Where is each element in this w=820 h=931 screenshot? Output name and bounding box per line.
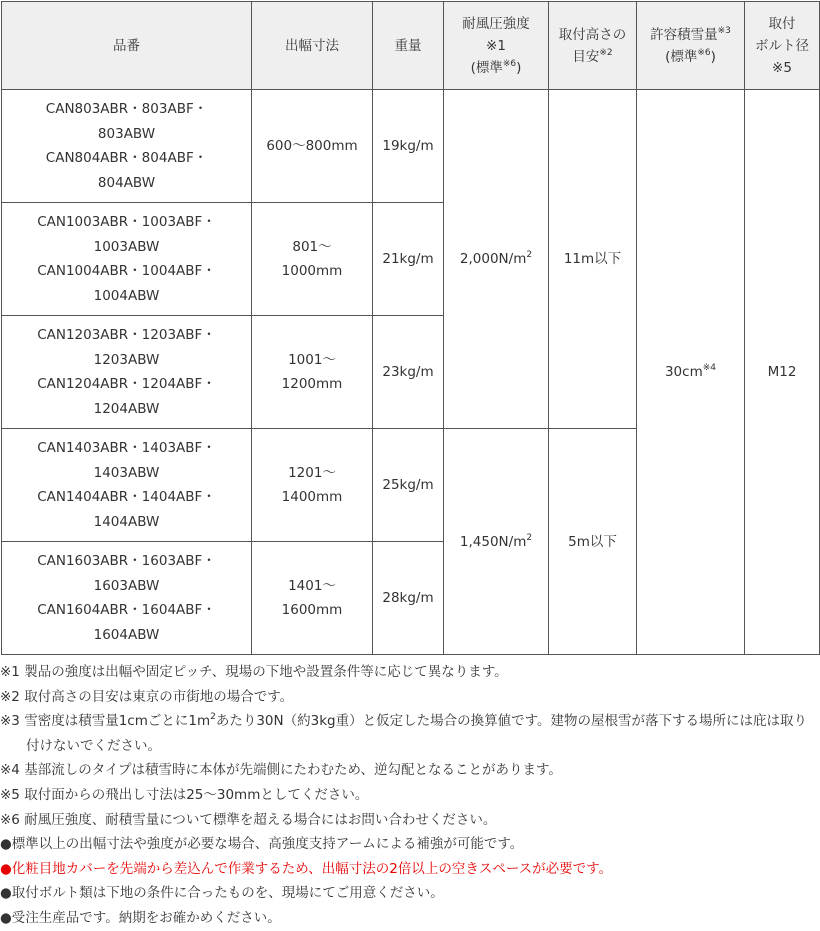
header-bolt-line1: 取付: [768, 15, 796, 32]
note-bullet-reinforcement: ●標準以上の出幅寸法や強度が必要な場合、高強度支持アームによる補強が可能です。: [0, 836, 524, 853]
header-weight: 重量: [373, 2, 444, 90]
model-line: CAN1004ABR・1004ABF・: [37, 263, 216, 279]
weight-cell: 23kg/m: [373, 316, 444, 429]
header-wind-title: 耐風圧強度: [462, 15, 530, 32]
install-height-cell-a: 11m以下: [549, 90, 637, 429]
projection-cell: [252, 203, 373, 316]
wind-strength-cell-b: $1,450N/m^2$: [444, 429, 549, 655]
header-height-line1: 取付高さの: [558, 26, 627, 43]
projection-line: 1200mm: [281, 376, 343, 392]
projection-cell: [252, 542, 373, 655]
note-2: ※2 取付高さの目安は東京の市街地の場合です。: [0, 688, 294, 705]
projection-line: 600～800mm: [266, 138, 358, 154]
model-line: CAN1003ABR・1003ABF・: [37, 214, 216, 230]
projection-cell: [252, 90, 373, 203]
projection-line: 1001～: [288, 352, 336, 368]
header-snow-standard: (標準$^{※6}$): [665, 47, 716, 65]
note-4: ※4 基部流しのタイプは積雪時に本体が先端側にたわむため、逆勾配となることがあります。: [0, 762, 562, 779]
projection-line: 1201～: [288, 465, 336, 481]
model-line: CAN1204ABR・1204ABF・: [37, 376, 216, 392]
projection-line: 1600mm: [281, 602, 343, 618]
table-row: [2, 90, 820, 203]
weight-cell: 28kg/m: [373, 542, 444, 655]
projection-line: 1000mm: [281, 263, 343, 279]
model-line: CAN1603ABR・1603ABF・: [37, 553, 216, 569]
model-cell: [2, 316, 252, 429]
projection-cell: [252, 316, 373, 429]
model-line: 1203ABW: [93, 351, 160, 368]
header-projection: 出幅寸法: [252, 2, 373, 90]
model-line: 1403ABW: [93, 464, 160, 481]
model-line: CAN1604ABR・1604ABF・: [37, 602, 216, 618]
projection-line: 801～: [292, 239, 332, 255]
header-snow-load: [637, 2, 745, 90]
projection-line: 1401～: [288, 578, 336, 594]
weight-cell: 19kg/m: [373, 90, 444, 203]
note-3: ※3 雪密度は積雪量1cmごとに$1m^2$あたり30N（約3kg重）と仮定した場合の換算値です。建物の屋根雪が落下する場所には庇は取り付けないでください。: [0, 712, 808, 754]
header-bolt-line2: ボルト径: [755, 37, 809, 54]
install-height-cell-b: 5m以下: [549, 429, 637, 655]
header-bolt-diameter: [745, 2, 820, 90]
projection-line: 1400mm: [281, 489, 343, 505]
model-cell: [2, 542, 252, 655]
model-line: CAN1203ABR・1203ABF・: [37, 327, 216, 343]
spec-table: [1, 1, 820, 655]
model-line: CAN1403ABR・1403ABF・: [37, 440, 216, 456]
model-cell: [2, 90, 252, 203]
model-line: CAN1404ABR・1404ABF・: [37, 489, 216, 505]
model-cell: [2, 429, 252, 542]
model-line: CAN803ABR・803ABF・: [45, 101, 208, 117]
weight-cell: 21kg/m: [373, 203, 444, 316]
model-cell: [2, 203, 252, 316]
header-height-line2: 目安$^{※2}$: [572, 47, 613, 65]
header-wind-standard: (標準$^{※6}$): [470, 58, 522, 76]
note-bullet-bolts: ●取付ボルト類は下地の条件に合ったものを、現場にてご用意ください。: [0, 885, 444, 902]
header-bolt-ref: ※5: [772, 59, 792, 76]
header-model: 品番: [2, 2, 252, 90]
header-install-height: [549, 2, 637, 90]
model-line: CAN804ABR・804ABF・: [45, 150, 208, 166]
model-line: 803ABW: [97, 125, 156, 142]
note-1: ※1 製品の強度は出幅や固定ピッチ、現場の下地や設置条件等に応じて異なります。: [0, 664, 508, 680]
weight-cell: 25kg/m: [373, 429, 444, 542]
model-line: 1603ABW: [93, 577, 160, 594]
note-5: ※5 取付面からの飛出し寸法は25～30mmとしてください。: [0, 786, 369, 803]
model-line: 1404ABW: [93, 513, 160, 530]
model-line: 1004ABW: [93, 287, 160, 304]
wind-strength-cell-a: $2,000N/m^2$: [444, 90, 549, 429]
header-wind-ref: ※1: [486, 37, 506, 54]
model-line: 1204ABW: [93, 400, 160, 417]
note-bullet-made-to-order: ●受注生産品です。納期をお確かめください。: [0, 909, 281, 926]
projection-cell: [252, 429, 373, 542]
notes-list: [0, 660, 820, 931]
model-line: 804ABW: [97, 174, 156, 191]
snow-load-cell: $30cm^{※4}$: [637, 90, 745, 655]
note-6: ※6 耐風圧強度、耐積雪量について標準を超える場合にはお問い合わせください。: [0, 811, 497, 828]
note-bullet-warning: ●化粧目地カバーを先端から差込んで作業するため、出幅寸法の2倍以上の空きスペースが必要です。: [0, 860, 613, 877]
model-line: 1604ABW: [93, 626, 160, 643]
model-line: 1003ABW: [93, 238, 160, 255]
header-wind-strength: [444, 2, 549, 90]
header-snow-title: 許容積雪量$^{※3}$: [650, 25, 731, 43]
header-row: [2, 2, 820, 90]
bolt-diameter-cell: M12: [745, 90, 820, 655]
